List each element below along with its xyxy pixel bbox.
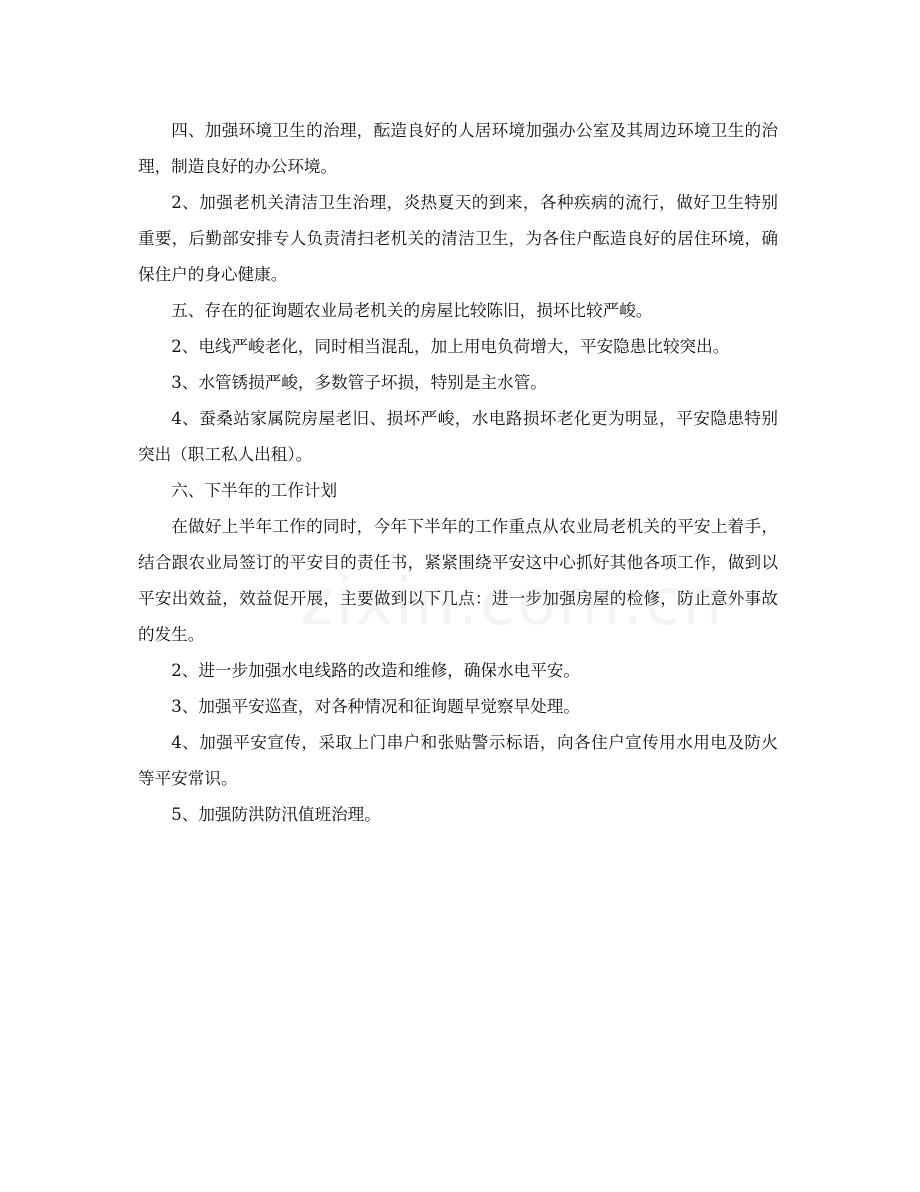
- paragraph: 4、加强平安宣传，采取上门串户和张贴警示标语，向各住户宣传用水用电及防火等平安常识。: [138, 733, 778, 788]
- paragraph: 四、加强环境卫生的治理，酝造良好的人居环境加强办公室及其周边环境卫生的治理，制造良好的办公环境。: [138, 121, 778, 176]
- paragraph: 3、加强平安巡查，对各种情况和征询题早觉察早处理。: [171, 697, 580, 716]
- paragraph: 在做好上半年工作的同时，今年下半年的工作重点从农业局老机关的平安上着手，结合跟农业局签订的平安目的责任书，紧紧围绕平安这中心抓好其他各项工作，做到以平安出效益，效益促开展，主要做到以下几点：进一步加强房屋的检修，防止意外事故的发生。: [138, 517, 778, 644]
- paragraph: 2、电线严峻老化，同时相当混乱，加上用电负荷增大，平安隐患比较突出。: [171, 337, 730, 356]
- paragraph: 4、蚕桑站家属院房屋老旧、损坏严峻，水电路损坏老化更为明显，平安隐患特别突出（职工私人出租）。: [138, 409, 778, 464]
- paragraph: 5、加强防洪防汛值班治理。: [171, 805, 381, 824]
- document-body: [138, 113, 778, 833]
- paragraph: 2、加强老机关清洁卫生治理，炎热夏天的到来，各种疾病的流行，做好卫生特别重要，后勤部安排专人负责清扫老机关的清洁卫生，为各住户酝造良好的居住环境，确保住户的身心健康。: [138, 193, 778, 284]
- paragraph: 六、下半年的工作计划: [171, 481, 338, 500]
- paragraph: 3、水管锈损严峻，多数管子坏损，特别是主水管。: [171, 373, 547, 392]
- paragraph: 2、进一步加强水电线路的改造和维修，确保水电平安。: [171, 661, 580, 680]
- paragraph: 五、存在的征询题农业局老机关的房屋比较陈旧，损坏比较严峻。: [171, 301, 653, 320]
